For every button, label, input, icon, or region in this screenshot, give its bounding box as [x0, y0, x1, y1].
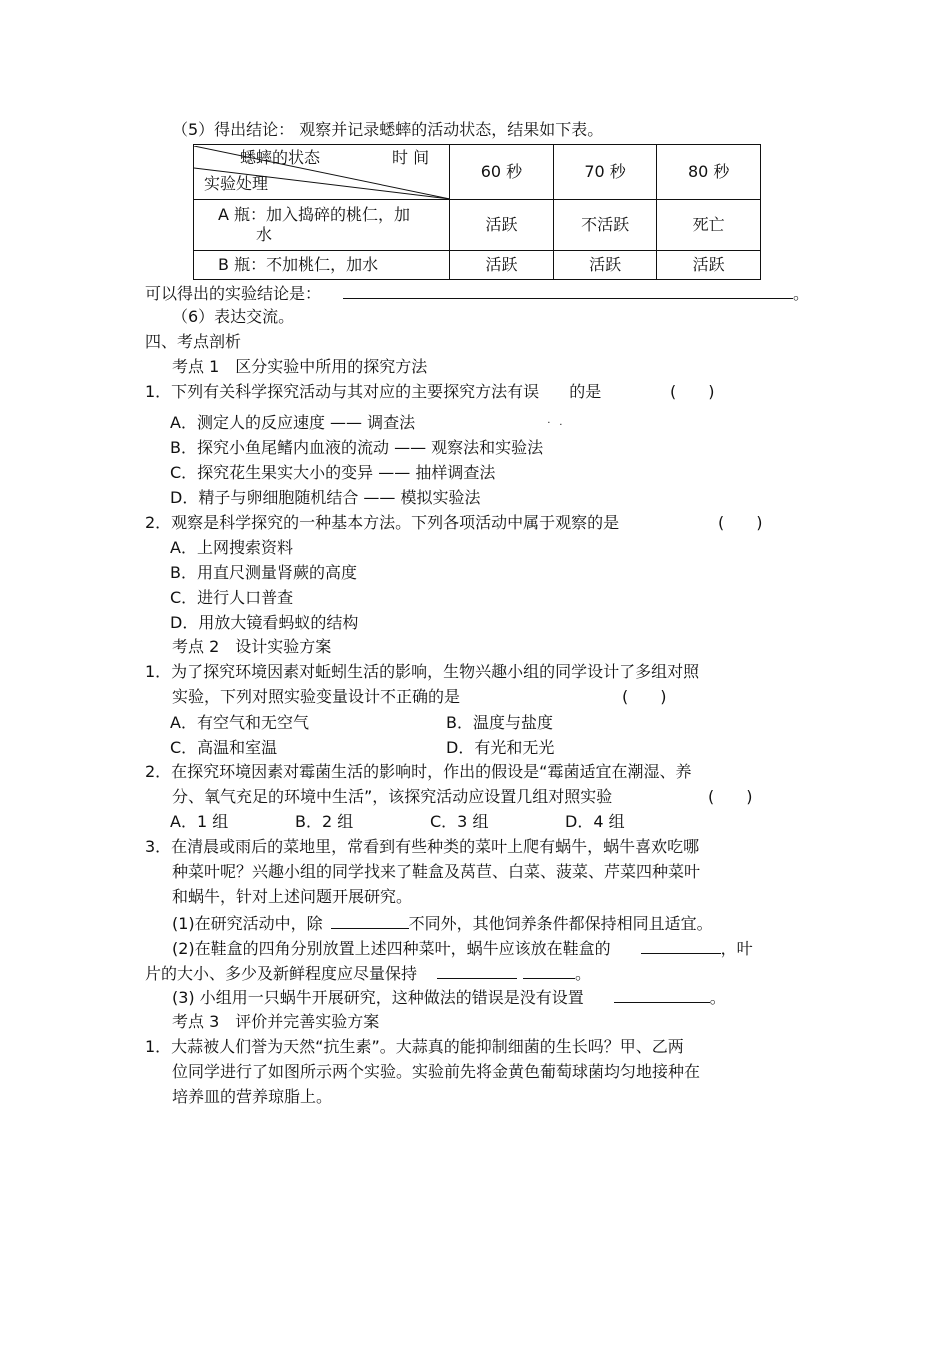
conclusion-line — [145, 283, 809, 304]
conclusion-blank[interactable] — [343, 283, 793, 299]
answer-paren: ( ) — [718, 513, 763, 532]
subquestion-text: 。 — [575, 964, 592, 983]
subquestion-text: 。 — [709, 988, 726, 1007]
kp2-question-3-line2: 种菜叶呢？兴趣小组的同学找来了鞋盒及莴苣、白菜、菠菜、芹菜四种菜叶 — [172, 862, 701, 881]
answer-blank[interactable] — [331, 913, 409, 929]
option: A．测定人的反应速度 —— 调查法 — [170, 413, 416, 432]
table-cell: 死亡 — [657, 200, 761, 251]
subquestion-1 — [172, 913, 713, 934]
table-cell: 活跃 — [657, 251, 761, 280]
subquestion-text: (1)在研究活动中，除 — [172, 914, 323, 933]
question-stem-part: 1．下列有关科学探究活动与其对应的主要探究方法有误 — [145, 382, 540, 401]
answer-paren: ( ) — [670, 382, 715, 401]
option: B．用直尺测量肾蕨的高度 — [170, 563, 357, 582]
conclusion-prompt: 可以得出的实验结论是： — [145, 284, 322, 303]
keypoint-2-title: 考点 2 设计实验方案 — [172, 637, 332, 656]
section-title: 四、考点剖析 — [145, 332, 242, 351]
kp2-question-1-line2: 实验，下列对照实验变量设计不正确的是 — [172, 687, 461, 706]
experiment-table — [193, 144, 761, 280]
subquestion-text: 不同外，其他饲养条件都保持相同且适宜。 — [408, 914, 713, 933]
table-cell: 活跃 — [450, 251, 554, 280]
table-row — [194, 251, 761, 280]
subquestion-3 — [172, 987, 726, 1008]
row-label-line2: 水 — [256, 225, 273, 244]
subquestion-text: (2)在鞋盒的四角分别放置上述四种菜叶，蜗牛应该放在鞋盒的 — [172, 939, 611, 958]
row-label — [194, 200, 450, 251]
option: B．2 组 — [295, 812, 354, 831]
option: D．4 组 — [565, 812, 625, 831]
kp2-question-2-line1: 2．在探究环境因素对霉菌生活的影响时，作出的假设是“霉菌适宜在潮湿、养 — [145, 762, 692, 781]
step6-text: （6）表达交流。 — [172, 307, 295, 326]
option: C．3 组 — [430, 812, 489, 831]
keypoint-1-title: 考点 1 区分实验中所用的探究方法 — [172, 357, 428, 376]
option: C．高温和室温 — [170, 738, 278, 757]
table-row — [194, 200, 761, 251]
table-cell: 活跃 — [450, 200, 554, 251]
table-cell: 活跃 — [553, 251, 657, 280]
row-label-line1: A 瓶：加入捣碎的桃仁，加 — [218, 205, 411, 224]
answer-blank[interactable] — [437, 963, 517, 979]
step5-text: （5）得出结论： 观察并记录蟋蟀的活动状态，结果如下表。 — [172, 120, 604, 139]
question-1-stem: 1．下列有关科学探究活动与其对应的主要探究方法有误 . . 的是 — [145, 382, 602, 428]
subquestion-text: ，叶 — [720, 939, 753, 958]
subquestion-text: (3) 小组用一只蜗牛开展研究，这种做法的错误是没有设置 — [172, 988, 584, 1007]
option: D．精子与卵细胞随机结合 —— 模拟实验法 — [170, 488, 481, 507]
time-header: 80 秒 — [657, 145, 761, 200]
header-treatment: 实验处理 — [204, 173, 269, 193]
answer-paren: ( ) — [708, 787, 753, 806]
option: A．上网搜索资料 — [170, 538, 293, 557]
option: A．有空气和无空气 — [170, 713, 309, 732]
keypoint-3-title: 考点 3 评价并完善实验方案 — [172, 1012, 380, 1031]
option: B．温度与盐度 — [446, 713, 553, 732]
kp3-question-1-line3: 培养皿的营养琼脂上。 — [172, 1087, 333, 1106]
row-label-line1: B 瓶：不加桃仁，加水 — [218, 255, 379, 274]
kp2-question-2-line2: 分、氧气充足的环境中生活”，该探究活动应设置几组对照实验 — [172, 787, 613, 806]
answer-blank[interactable] — [641, 938, 721, 954]
table-cell: 不活跃 — [553, 200, 657, 251]
row-label — [194, 251, 450, 280]
option: C．进行人口普查 — [170, 588, 294, 607]
conclusion-end: 。 — [793, 284, 810, 303]
option: A．1 组 — [170, 812, 229, 831]
time-header: 60 秒 — [450, 145, 554, 200]
subquestion-2-cont — [145, 963, 591, 984]
option: D．用放大镜看蚂蚁的结构 — [170, 613, 359, 632]
question-2-stem: 2．观察是科学探究的一种基本方法。下列各项活动中属于观察的是 — [145, 513, 620, 532]
subquestion-2 — [172, 938, 753, 959]
kp2-question-3-line3: 和蜗牛，针对上述问题开展研究。 — [172, 887, 413, 906]
question-stem-part: 的是 — [569, 382, 602, 401]
option: D．有光和无光 — [446, 738, 555, 757]
subquestion-text: 片的大小、多少及新鲜程度应尽量保持 — [145, 964, 418, 983]
kp2-question-1-line1: 1．为了探究环境因素对蚯蚓生活的影响，生物兴趣小组的同学设计了多组对照 — [145, 662, 700, 681]
answer-blank[interactable] — [614, 987, 710, 1003]
time-header: 70 秒 — [553, 145, 657, 200]
table-diagonal-header — [194, 145, 450, 200]
option: B．探究小鱼尾鳍内血液的流动 —— 观察法和实验法 — [170, 438, 544, 457]
option: C．探究花生果实大小的变异 —— 抽样调查法 — [170, 463, 496, 482]
answer-paren: ( ) — [622, 687, 667, 706]
header-state: 蟋蟀的状态 — [240, 147, 321, 167]
kp2-question-3-line1: 3．在清晨或雨后的菜地里，常看到有些种类的菜叶上爬有蜗牛，蜗牛喜欢吃哪 — [145, 837, 700, 856]
header-time: 时 间 — [392, 147, 430, 167]
kp3-question-1-line1: 1．大蒜被人们誉为天然“抗生素”。大蒜真的能抑制细菌的生长吗？甲、乙两 — [145, 1037, 684, 1056]
answer-blank[interactable] — [523, 963, 575, 979]
kp3-question-1-line2: 位同学进行了如图所示两个实验。实验前先将金黄色葡萄球菌均匀地接种在 — [172, 1062, 701, 1081]
